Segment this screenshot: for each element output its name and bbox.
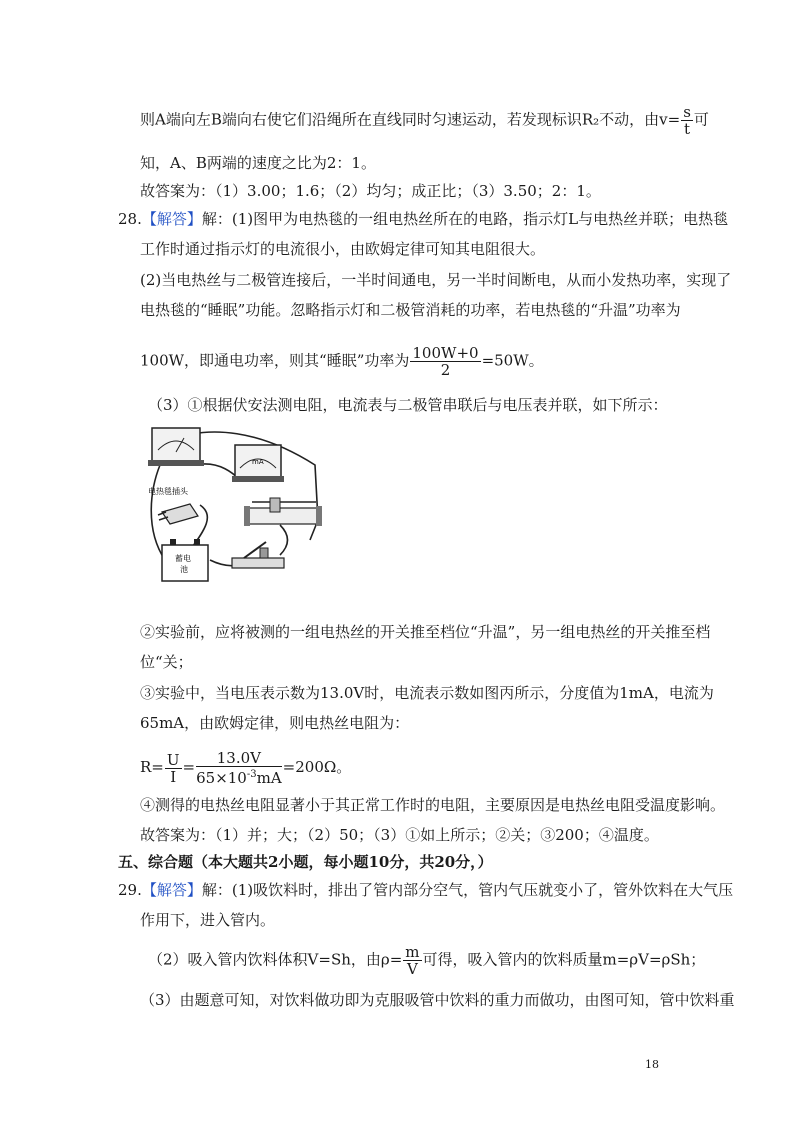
question-28-line xyxy=(118,209,728,229)
text-line: 电热毯的“睡眠”功能。忽略指示灯和二极管消耗的功率，若电热毯的“升温”功率为 xyxy=(140,301,681,319)
battery xyxy=(162,539,208,581)
numerator: s xyxy=(683,103,691,121)
numerator: 13.0V xyxy=(196,750,282,767)
fraction xyxy=(681,104,693,137)
blanket-label: 电热毯插头 xyxy=(148,487,188,496)
fraction xyxy=(403,944,421,977)
text-line: 位“关； xyxy=(140,653,193,671)
text-line: ④测得的电热丝电阻显著小于其正常工作时的电阻，主要原因是电热丝电阻受温度影响。 xyxy=(140,796,726,814)
meter-label: mA xyxy=(252,458,264,466)
fraction xyxy=(196,750,282,786)
text-line: （3）①根据伏安法测电阻，电流表与二极管串联后与电压表并联，如下所示： xyxy=(148,396,668,414)
question-number: 29. xyxy=(118,881,142,899)
text: = xyxy=(182,758,196,776)
text: 解：(1)吸饮料时，排出了管内部分空气，管内气压就变小了，管外饮料在大气压 xyxy=(201,881,734,899)
numerator: 100W+0 xyxy=(412,344,479,362)
denominator: I xyxy=(170,767,177,786)
fraction xyxy=(410,345,480,378)
battery-label: 池 xyxy=(180,565,188,574)
section-heading: 五、综合题（本大题共2小题，每小题10分，共20分，） xyxy=(118,853,493,871)
text: 可得，吸入管内的饮料质量m=ρV=ρSh； xyxy=(422,950,706,969)
text: R= xyxy=(140,758,164,776)
text-line: 作用下，进入管内。 xyxy=(140,911,276,929)
text-line: ②实验前，应将被测的一组电热丝的开关推至档位“升温”，另一组电热丝的开关推至档 xyxy=(140,623,711,641)
equation-line xyxy=(140,750,351,786)
text: =200Ω。 xyxy=(282,758,352,776)
numerator: U xyxy=(166,750,180,769)
fraction xyxy=(165,752,182,785)
denominator: V xyxy=(406,960,418,978)
unit: mA xyxy=(256,769,282,787)
text-line: 工作时通过指示灯的电流很小，由欧姆定律可知其电阻很大。 xyxy=(140,240,546,258)
denominator-base: 65×10 xyxy=(196,769,247,787)
exponent: -3 xyxy=(246,769,257,780)
text-line: (2)当电热丝与二极管连接后，一半时间通电，另一半时间断电，从而小发热功率，实现了 xyxy=(140,271,732,289)
text-line: 知，A、B两端的速度之比为2：1。 xyxy=(140,154,376,172)
denominator: t xyxy=(684,120,691,138)
text-line xyxy=(140,345,544,378)
denominator xyxy=(196,767,282,786)
circuit-diagram xyxy=(140,420,330,585)
question-number: 28. xyxy=(118,210,142,228)
numerator: m xyxy=(405,943,420,961)
milliammeter xyxy=(232,445,284,482)
voltmeter xyxy=(148,428,204,466)
text-line: ③实验中，当电压表示数为13.0V时，电流表示数如图丙所示，分度值为1mA，电流为 xyxy=(140,684,714,702)
denominator: 2 xyxy=(440,361,451,379)
text: 解：(1)图甲为电热毯的一组电热丝所在的电路，指示灯L与电热丝并联；电热毯 xyxy=(201,210,729,228)
text: 则A端向左B端向右使它们沿绳所在直线同时匀速运动，若发现标识R₂不动，由v= xyxy=(140,110,681,129)
text-line: （3）由题意可知，对饮料做功即为克服吸管中饮料的重力而做功，由图可知，管中饮料重 xyxy=(140,991,735,1009)
text-line xyxy=(148,944,705,977)
text: 100W，即通电功率，则其“睡眠”功率为 xyxy=(140,351,410,370)
answer-tag: 【解答】 xyxy=(141,881,202,899)
text: （2）吸入管内饮料体积V=Sh，由ρ= xyxy=(148,950,403,969)
text-line: 故答案为：（1）并；大；（2）50；（3）①如上所示；②关；③200；④温度。 xyxy=(140,826,659,844)
text-line: 故答案为：（1）3.00；1.6；（2）均匀；成正比；（3）3.50；2：1。 xyxy=(140,182,601,200)
question-29-line xyxy=(118,880,733,900)
text: =50W。 xyxy=(481,351,544,370)
text: 可 xyxy=(693,110,709,129)
text-line: 65mA，由欧姆定律，则电热丝电阻为： xyxy=(140,714,410,732)
page-number: 18 xyxy=(645,1058,659,1071)
rheostat xyxy=(244,498,322,526)
answer-tag: 【解答】 xyxy=(141,210,202,228)
battery-label: 蓄电 xyxy=(175,554,191,563)
text-line xyxy=(140,104,709,137)
